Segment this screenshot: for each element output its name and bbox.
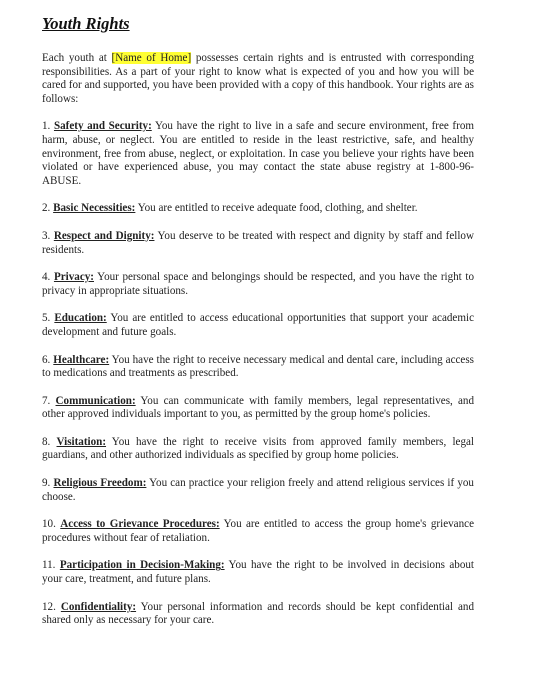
right-number: 5.	[42, 312, 51, 325]
right-title: Safety and Security:	[53, 120, 152, 133]
right-item-safety	[42, 120, 474, 188]
intro-paragraph	[42, 52, 474, 106]
right-item-basic-necessities	[42, 202, 474, 216]
home-name-placeholder: [Name of Home]	[111, 52, 192, 64]
right-title: Visitation:	[56, 435, 107, 448]
right-number: 8.	[42, 435, 51, 448]
page-title: Youth Rights	[42, 14, 130, 33]
right-number: 4.	[42, 271, 51, 284]
right-item-healthcare	[42, 354, 474, 381]
document-page	[42, 14, 474, 642]
right-item-education	[42, 312, 474, 339]
right-text: You can communicate with family members, legal representatives, and other approved individuals important to you, as permitted by the group home's policies.	[42, 394, 474, 421]
right-number: 10.	[42, 518, 56, 531]
right-title: Religious Freedom:	[53, 477, 147, 490]
right-item-religious-freedom	[42, 477, 474, 504]
right-number: 11.	[42, 559, 56, 572]
right-title: Basic Necessities:	[53, 202, 136, 215]
right-text: You have the right to receive necessary medical and dental care, including access to medications and treatments as prescribed.	[42, 353, 474, 380]
right-text: Your personal information and records should be kept confidential and shared only as necessary for your care.	[42, 600, 475, 627]
right-item-privacy	[42, 271, 474, 298]
right-item-respect	[42, 230, 474, 257]
intro-text-end: possesses certain rights and is entrusted with corresponding responsibilities. As a part of your right to know what is expected of you and how you will be cared for and supported, you have been provided with a copy of this handbook. Your rights are as follows:	[42, 52, 474, 105]
right-text: You have the right to be involved in decisions about your care, treatment, and future plans.	[42, 559, 474, 586]
intro-text-start: Each youth at	[42, 52, 112, 64]
right-title: Healthcare:	[53, 353, 110, 366]
right-text: Your personal space and belongings should be respected, and you have the right to privacy in appropriate situations.	[42, 271, 474, 297]
right-number: 7.	[42, 394, 51, 407]
right-text: You are entitled to access the group home's grievance procedures without fear of retaliation.	[42, 518, 474, 544]
right-number: 12.	[42, 600, 56, 613]
right-title: Access to Grievance Procedures:	[60, 518, 220, 531]
right-number: 2.	[42, 202, 51, 215]
right-title: Communication:	[55, 394, 136, 407]
right-number: 6.	[42, 353, 51, 366]
right-text: You have the right to live in a safe and secure environment, free from harm, abuse, or neglect. You are entitled to reside in the least restrictive, safe, and healthy environment, free from abuse, neglect, or exploitation. In case you believe your rights have been violated or have experienced abuse, you may contact the state abuse registry at 1-800-96-ABUSE.	[42, 120, 475, 187]
right-number: 1.	[42, 120, 51, 133]
right-item-communication	[42, 395, 474, 422]
right-item-confidentiality	[42, 601, 474, 628]
right-title: Confidentiality:	[60, 600, 137, 613]
right-title: Participation in Decision-Making:	[59, 559, 225, 572]
right-text: You deserve to be treated with respect and dignity by staff and fellow residents.	[42, 229, 474, 256]
right-number: 9.	[42, 477, 51, 490]
right-title: Education:	[54, 312, 107, 325]
right-item-decision-making	[42, 559, 474, 586]
right-text: You have the right to receive visits from approved family members, legal guardians, and other authorized individuals as specified by group home policies.	[42, 435, 475, 462]
right-text: You can practice your religion freely and attend religious services if you choose.	[42, 477, 474, 503]
right-item-grievance	[42, 518, 474, 545]
right-number: 3.	[42, 229, 51, 242]
right-item-visitation	[42, 436, 474, 463]
right-text: You are entitled to receive adequate food, clothing, and shelter.	[135, 202, 418, 215]
right-title: Privacy:	[53, 271, 94, 284]
right-title: Respect and Dignity:	[53, 229, 155, 242]
right-text: You are entitled to access educational opportunities that support your academic development and future goals.	[42, 312, 474, 338]
